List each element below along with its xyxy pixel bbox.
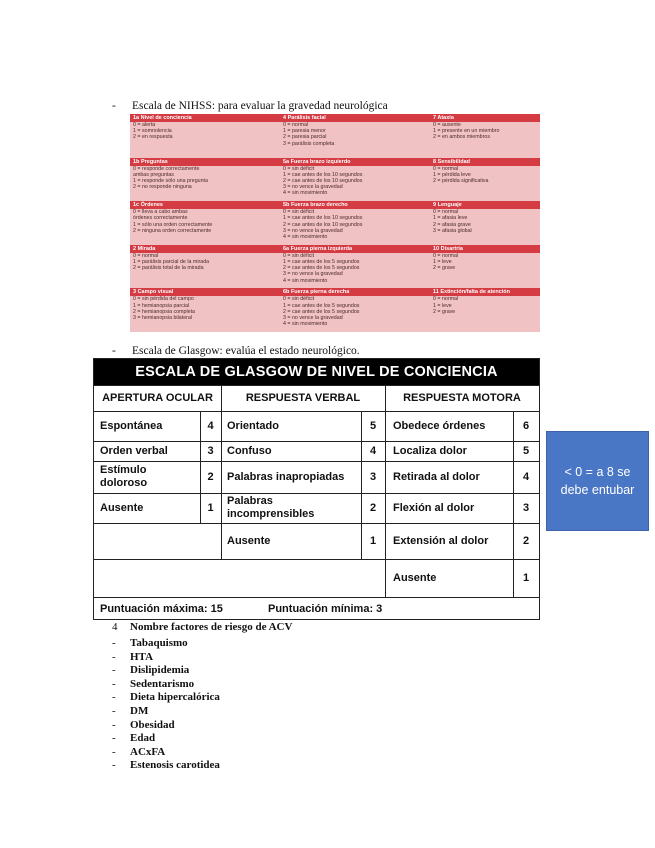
ocular-score: 4 [207,420,214,432]
nihss-cell-heading: 2 Mirada [130,245,280,253]
list-item [112,678,220,692]
nihss-cell-line: 0 = normal [133,252,159,259]
nihss-cell [430,158,540,202]
nihss-cell-heading: 6a Fuerza pierna izquierda [280,245,430,253]
nihss-cell [130,245,280,289]
nihss-cell-line: 4 = sin movimiento [283,277,328,284]
nihss-cell-line: 0 = normal [283,122,309,128]
list-item [112,719,220,733]
nihss-cell-line: 0 = lleva a cabo ambas [133,209,188,216]
nihss-cell-line: 2 = en respuesta [133,134,173,141]
list-item [112,732,220,746]
motora-label: Obedece órdenes [393,420,486,432]
bullet-dash: - [112,745,116,758]
nihss-cell-heading: 3 Campo visual [130,288,280,296]
bullet-dash: - [112,345,116,357]
nihss-cell-line: 4 = sin movimiento [283,234,328,240]
risk-item: Edad [130,732,156,745]
intubation-note-box [546,431,649,531]
nihss-cell [130,158,280,202]
risk-item: Obesidad [130,718,175,731]
nihss-cell [430,245,540,289]
bullet-dash: - [112,718,116,731]
nihss-cell-line: 3 = parálisis completa [283,140,335,147]
intubation-note-text: < 0 = a 8 se debe entubar [560,465,635,497]
nihss-cell-line: 3 = no vence la gravedad [283,314,343,321]
nihss-cell-line: 2 = cae antes de los 10 segundos [283,221,363,228]
nihss-cell-heading: 7 Ataxia [430,114,540,122]
nihss-cell-line: 2 = hemianopsia completa [133,308,195,315]
glasgow-title: ESCALA DE GLASGOW DE NIVEL DE CONCIENCIA [94,359,539,385]
nihss-cell-line: 1 = leve [433,302,452,309]
nihss-grid [130,114,540,332]
nihss-cell-line: 4 = sin movimiento [283,190,328,197]
grid-line [94,411,539,412]
header-apertura-ocular: APERTURA OCULAR [102,392,213,404]
nihss-cell-line: 2 = afasia grave [433,221,471,228]
list-item [112,664,220,678]
nihss-cell [430,114,540,158]
nihss-cell-line: 3 = no vence la gravedad [283,227,343,234]
nihss-cell [130,201,280,245]
grid-line [94,385,539,386]
motora-label: Extensión al dolor [393,535,489,547]
bullet-dash: - [112,677,116,690]
nihss-cell-heading: 1a Nivel de conciencia [130,114,280,122]
nihss-scale-image [130,114,540,332]
risk-factors-list [112,637,220,773]
nihss-cell-line: 2 = en ambos miembros [433,134,490,141]
nihss-cell-heading: 5b Fuerza brazo derecho [280,201,430,209]
nihss-cell-line: 2 = cae antes de los 5 segundos [283,265,360,272]
grid-line [94,441,539,442]
nihss-cell-heading: 1b Preguntas [130,158,280,166]
motora-score: 5 [522,445,530,457]
glasgow-bullet [112,345,360,357]
nihss-cell-line: 1 = cae antes de los 5 segundos [283,302,360,309]
ocular-score: 2 [207,471,214,483]
bullet-dash: - [112,759,116,772]
nihss-cell-line: 2 = cae antes de los 5 segundos [283,308,360,315]
risk-item: DM [130,704,149,717]
verbal-score: 1 [369,535,377,547]
nihss-cell-line: 1 = cae antes de los 10 segundos [283,171,363,178]
list-item [112,651,220,665]
nihss-cell-line: órdenes correctamente [133,215,188,222]
nihss-cell-line: 0 = normal [433,252,459,259]
verbal-label: Palabras inapropiadas [227,471,345,483]
nihss-cell-line: 1 = cae antes de los 5 segundos [283,258,360,265]
grid-line [200,411,201,523]
grid-line [385,385,386,597]
nihss-cell [130,288,280,332]
list-item [112,746,220,760]
risk-factors-title: Nombre factores de riesgo de ACV [130,621,293,633]
nihss-cell-line: 1 = presente en un miembro [433,128,500,135]
nihss-cell [280,114,430,158]
motora-score: 6 [522,420,530,432]
nihss-cell-line: 3 = hemianopsia bilateral [133,314,193,321]
nihss-cell-line: 2 = cae antes de los 10 segundos [283,178,363,184]
nihss-cell-line: 1 = responde sólo una pregunta [133,178,208,184]
motora-label: Retirada al dolor [393,471,480,483]
nihss-cell-line: 0 = ausente [433,122,461,128]
nihss-cell-line: 1 = pérdida leve [433,171,471,178]
ocular-label: Estímulo doloroso [100,464,148,489]
verbal-score: 5 [369,420,377,432]
grid-line [94,523,539,524]
grid-line [221,559,539,560]
list-item [112,705,220,719]
nihss-cell-heading: 11 Extinción/falta de atención [430,288,540,296]
ocular-label: Espontánea [100,420,163,432]
bullet-dash: - [112,732,116,745]
grid-line [94,461,539,462]
nihss-cell-line: ambas preguntas [133,171,174,178]
numbered-bullet: 4 [112,621,118,633]
nihss-cell-line: 3 = no vence la gravedad [283,271,343,278]
risk-item: Dieta hipercalórica [130,691,220,704]
nihss-cell-line: 0 = sin pérdida del campo [133,296,194,303]
grid-line [513,411,514,597]
nihss-cell-line: 1 = sólo una orden correctamente [133,221,213,228]
list-item [112,691,220,705]
risk-item: Tabaquismo [130,637,188,649]
motora-label: Ausente [393,572,437,584]
glasgow-heading: Escala de Glasgow: evalúa el estado neurológico. [132,345,360,357]
verbal-label: Ausente [227,535,271,547]
verbal-score: 2 [369,502,377,514]
puntuacion-minima: Puntuación mínima: 3 [268,603,383,615]
bullet-dash: - [112,650,116,663]
risk-item: ACxFA [130,745,166,758]
nihss-cell-heading: 1c Órdenes [130,201,280,209]
list-item [112,637,220,651]
motora-label: Localiza dolor [393,445,467,457]
risk-item: Estenosis carotidea [130,759,220,772]
header-respuesta-motora: RESPUESTA MOTORA [403,392,521,404]
nihss-cell-line: 3 = no vence la gravedad [283,184,343,191]
ocular-label: Orden verbal [100,445,168,457]
nihss-cell-line: 1 = parálisis parcial de la mirada [133,258,210,265]
nihss-cell-heading: 6b Fuerza pierna derecha [280,288,430,296]
grid-line [94,493,539,494]
nihss-cell-line: 0 = normal [433,165,459,172]
risk-item: HTA [130,650,154,663]
verbal-score: 4 [369,445,377,457]
bullet-dash: - [112,691,116,704]
verbal-score: 3 [369,471,377,483]
header-respuesta-verbal: RESPUESTA VERBAL [245,392,361,404]
nihss-cell-line: 1 = leve [433,258,452,265]
motora-label: Flexión al dolor [393,502,475,514]
motora-score: 4 [522,471,530,483]
nihss-cell [280,158,430,202]
nihss-cell [280,288,430,332]
nihss-cell [280,245,430,289]
grid-line [94,559,221,560]
nihss-cell-line: 2 = ninguna orden correctamente [133,227,212,234]
bullet-dash: - [112,637,116,649]
nihss-cell-line: 3 = afasia global [433,227,472,234]
grid-line [361,411,362,559]
nihss-cell-line: 1 = hemianopsia parcial [133,302,190,309]
nihss-cell-heading: 4 Parálisis facial [280,114,430,122]
grid-line [94,597,539,598]
nihss-cell-line: 0 = normal [433,296,459,303]
nihss-cell-line: 2 = no responde ninguna [133,184,192,191]
glasgow-table [93,358,540,620]
nihss-cell-line: 0 = responde correctamente [133,165,200,172]
motora-score: 3 [522,502,530,514]
bullet-dash: - [112,664,116,677]
nihss-cell [430,288,540,332]
bullet-dash: - [112,704,116,717]
verbal-label: Palabras incomprensibles [227,495,315,520]
nihss-cell-line: 2 = paresia parcial [283,134,327,141]
nihss-cell-heading: 10 Disartria [430,245,540,253]
nihss-cell-line: 1 = somnolencia [133,128,172,135]
nihss-cell-line: 2 = pérdida significativa [433,178,489,184]
bullet-dash: - [112,100,116,112]
nihss-cell-line: 2 = grave [433,308,456,315]
ocular-score: 1 [207,502,214,514]
nihss-cell-line: 0 = alerta [133,122,156,128]
nihss-cell-heading: 8 Sensibilidad [430,158,540,166]
risk-factors-heading [112,621,292,633]
nihss-cell-line: 2 = grave [433,265,456,272]
risk-item: Sedentarismo [130,677,195,690]
nihss-cell-line: 1 = afasia leve [433,215,468,222]
nihss-cell-line: 0 = sin déficit [283,165,315,172]
nihss-heading: Escala de NIHSS: para evaluar la gravedad neurológica [132,100,388,112]
nihss-cell-heading: 9 Lenguaje [430,201,540,209]
nihss-cell-line: 4 = sin movimiento [283,321,328,328]
nihss-cell-line: 1 = cae antes de los 10 segundos [283,215,363,222]
puntuacion-maxima: Puntuación máxima: 15 [100,603,223,615]
nihss-cell-heading: 5a Fuerza brazo izquierdo [280,158,430,166]
verbal-label: Confuso [227,445,272,457]
risk-item: Dislipidemia [130,664,190,677]
motora-score: 2 [522,535,530,547]
nihss-cell-line: 1 = paresia menor [283,128,326,135]
nihss-cell-line: 2 = parálisis total de la mirada [133,265,204,272]
nihss-cell [430,201,540,245]
nihss-cell [280,201,430,245]
list-item [112,759,220,773]
verbal-label: Orientado [227,420,279,432]
ocular-score: 3 [207,445,214,457]
nihss-cell-line: 0 = normal [433,209,459,216]
motora-score: 1 [522,572,530,584]
nihss-bullet [112,100,388,112]
nihss-cell-line: 0 = sin déficit [283,296,315,303]
grid-line [221,385,222,559]
nihss-cell-line: 0 = sin déficit [283,252,315,259]
nihss-cell-line: 0 = sin déficit [283,209,315,216]
nihss-cell [130,114,280,158]
ocular-label: Ausente [100,502,144,514]
